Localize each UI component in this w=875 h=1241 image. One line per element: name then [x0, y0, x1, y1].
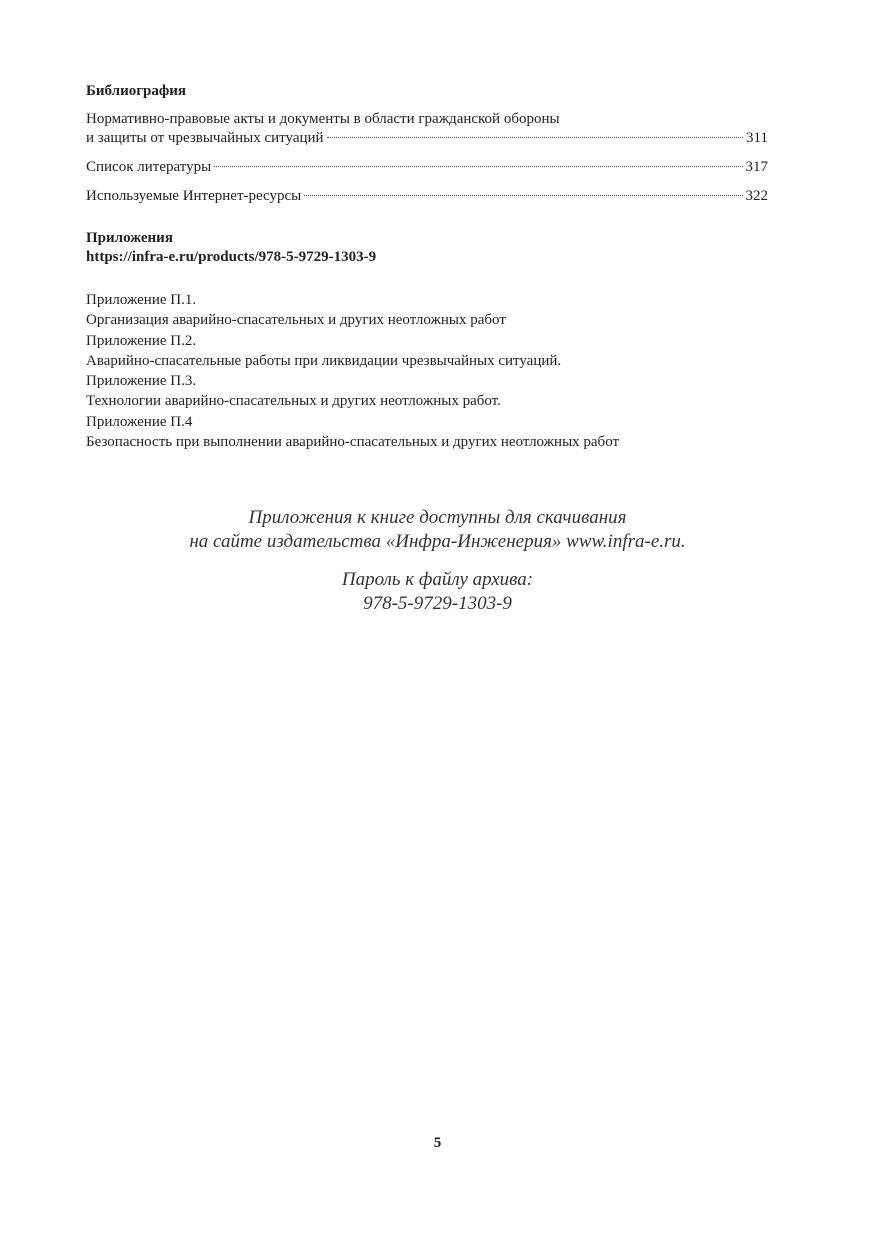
appendix-title: Технологии аварийно-спасательных и других неотложных работ.: [86, 393, 501, 410]
download-notice: [0, 506, 875, 554]
appendix-title: Аварийно-спасательные работы при ликвидации чрезвычайных ситуаций.: [86, 352, 562, 369]
appendix-title: Безопасность при выполнении аварийно-спасательных и других неотложных работ: [86, 434, 620, 451]
toc-entry-title: Используемые Интернет-ресурсы: [86, 188, 302, 204]
toc-entry-page: 317: [745, 159, 768, 175]
appendices-heading: Приложения: [86, 230, 173, 246]
toc-leader-dots: [214, 166, 742, 167]
toc-entry-internet-resources[interactable]: [86, 187, 768, 206]
appendices-url-link[interactable]: https://infra-e.ru/products/978-5-9729-1303-9: [86, 249, 377, 265]
toc-entry-page: 311: [746, 130, 768, 146]
appendix-label: Приложение П.2.: [86, 332, 197, 349]
download-notice-line1: Приложения к книге доступны для скачивания: [248, 507, 627, 528]
toc-leader-dots: [327, 137, 743, 138]
toc-leader-dots: [304, 195, 742, 196]
toc-entry-literature[interactable]: [86, 158, 768, 177]
toc-entry-page: 322: [745, 188, 768, 204]
toc-entry-title-line1: Нормативно-правовые акты и документы в области гражданской обороны: [86, 111, 560, 127]
appendix-label: Приложение П.4: [86, 413, 193, 430]
toc-entry-title-line2: и защиты от чрезвычайных ситуаций: [86, 130, 324, 146]
appendices-list: [86, 290, 786, 452]
toc-entry-title: Список литературы: [86, 159, 212, 175]
archive-password-label: Пароль к файлу архива:: [341, 569, 534, 590]
appendix-label: Приложение П.3.: [86, 373, 197, 390]
appendix-title: Организация аварийно-спасательных и других неотложных работ: [86, 312, 506, 329]
bibliography-heading: Библиография: [86, 83, 187, 99]
toc-entry-normative-acts[interactable]: [86, 110, 768, 148]
archive-password-value: 978-5-9729-1303-9: [363, 593, 512, 614]
archive-password-block: [0, 568, 875, 616]
page-number: 5: [433, 1135, 442, 1151]
appendix-label: Приложение П.1.: [86, 292, 197, 308]
download-notice-line2: на сайте издательства «Инфра-Инженерия» www.infra-e.ru.: [189, 531, 686, 552]
